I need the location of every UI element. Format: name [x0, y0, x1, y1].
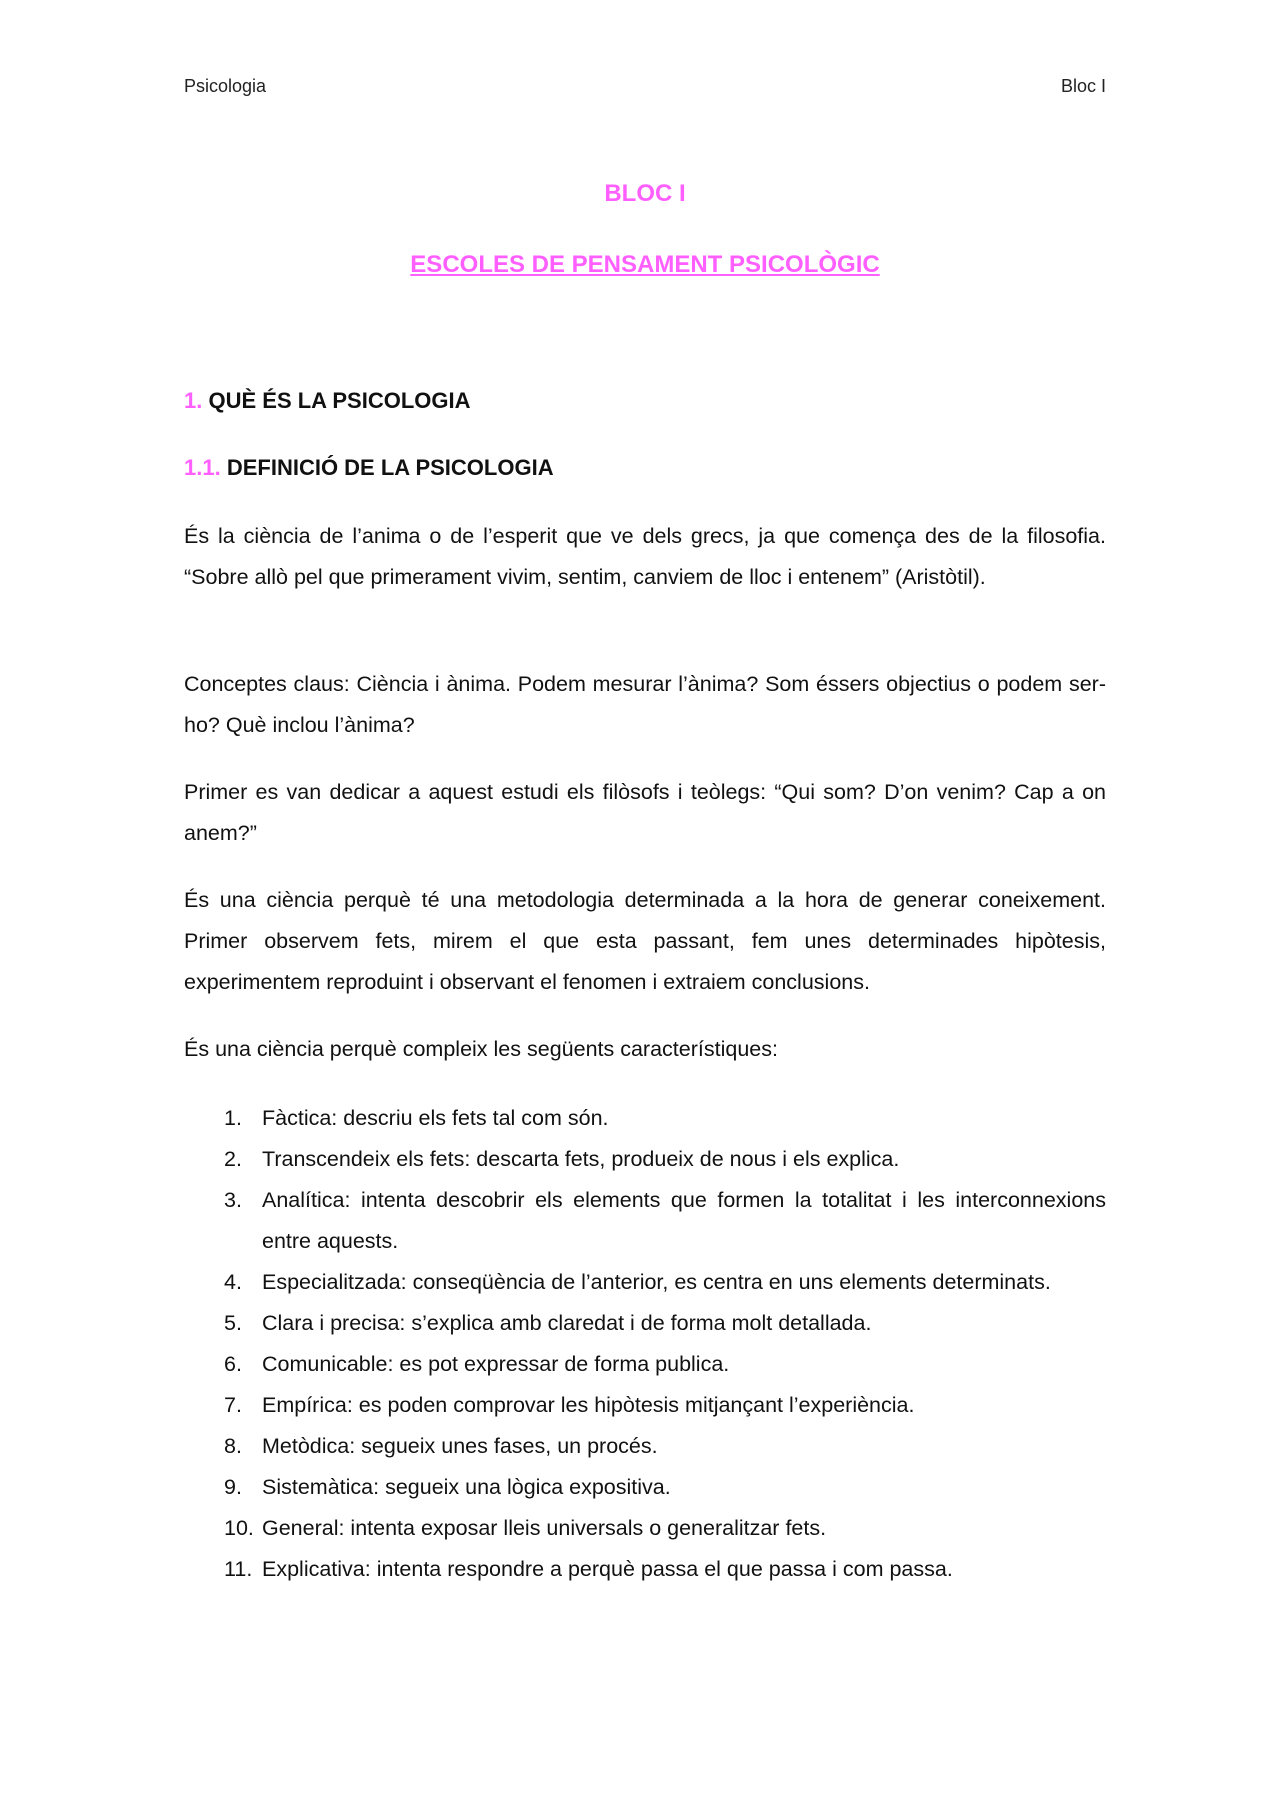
paragraph-methodology: És una ciència perquè té una metodologia determinada a la hora de generar coneixement. Primer observem fets, mirem el que esta passant, fem unes determinades hipòtesis, experimentem reproduint i observant el fenomen i extraiem conclusions. [184, 888, 1106, 994]
list-item-text: Sistemàtica: segueix una lògica expositiva. [262, 1475, 671, 1499]
list-item [224, 1344, 1106, 1385]
list-item [224, 1549, 1106, 1590]
list-item-text: Metòdica: segueix unes fases, un procés. [262, 1434, 658, 1458]
paragraph-characteristics-intro: És una ciència perquè compleix les següents característiques: [184, 1037, 778, 1061]
list-item [224, 1385, 1106, 1426]
list-item-number: 10. [224, 1516, 254, 1540]
list-item-number: 6. [224, 1352, 242, 1376]
list-item-number: 5. [224, 1311, 242, 1335]
list-item-number: 3. [224, 1188, 242, 1212]
list-item [224, 1098, 1106, 1139]
list-item [224, 1139, 1106, 1180]
header-bloc: Bloc I [1060, 76, 1106, 96]
running-header [184, 76, 1106, 100]
list-item-text: Fàctica: descriu els fets tal com són. [262, 1106, 609, 1130]
section-number: 1.1. [184, 455, 221, 480]
section-label: QUÈ ÉS LA PSICOLOGIA [208, 388, 471, 413]
section-label: DEFINICIÓ DE LA PSICOLOGIA [226, 455, 554, 480]
list-item [224, 1303, 1106, 1344]
list-item-text: Comunicable: es pot expressar de forma publica. [262, 1352, 730, 1376]
list-item-number: 7. [224, 1393, 242, 1417]
paragraph-definition: És la ciència de l’anima o de l’esperit que ve dels grecs, ja que comença des de la filosofia. “Sobre allò pel que primerament vivim, sentim, canviem de lloc i entenem” (Aristòtil). [184, 524, 1106, 589]
list-item-number: 4. [224, 1270, 242, 1294]
bloc-subtitle: ESCOLES DE PENSAMENT PSICOLÒGIC [410, 251, 880, 278]
characteristics-list [224, 1098, 1106, 1590]
list-item-text: Explicativa: intenta respondre a perquè passa el que passa i com passa. [262, 1557, 953, 1581]
header-subject: Psicologia [184, 76, 267, 96]
list-item-number: 2. [224, 1147, 242, 1171]
list-item-text: Empírica: es poden comprovar les hipòtesis mitjançant l’experiència. [262, 1393, 915, 1417]
list-item [224, 1180, 1106, 1262]
paragraph-key-concepts: Conceptes claus: Ciència i ànima. Podem mesurar l’ànima? Som éssers objectius o podem ser-ho? Què inclou l’ànima? [184, 672, 1106, 737]
section-heading-1-1 [184, 455, 554, 481]
list-item [224, 1467, 1106, 1508]
list-item-text: Especialitzada: conseqüència de l’anterior, es centra en uns elements determinats. [262, 1270, 1051, 1294]
paragraph-philosophers: Primer es van dedicar a aquest estudi els filòsofs i teòlegs: “Qui som? D’on venim? Cap a on anem?” [184, 780, 1106, 845]
document-page [184, 0, 1106, 1811]
list-item [224, 1262, 1106, 1303]
list-item-text: Analítica: intenta descobrir els elements que formen la totalitat i les interconnexions entre aquests. [262, 1188, 1106, 1253]
list-item-number: 8. [224, 1434, 242, 1458]
list-item-number: 9. [224, 1475, 242, 1499]
list-item-text: Transcendeix els fets: descarta fets, produeix de nous i els explica. [262, 1147, 900, 1171]
section-number: 1. [184, 388, 203, 413]
list-item-text: Clara i precisa: s’explica amb claredat i de forma molt detallada. [262, 1311, 872, 1335]
list-item-text: General: intenta exposar lleis universals o generalitzar fets. [262, 1516, 827, 1540]
section-heading-1 [184, 388, 470, 414]
bloc-title: BLOC I [604, 180, 686, 207]
list-item [224, 1508, 1106, 1549]
list-item-number: 11. [224, 1557, 253, 1581]
list-item-number: 1. [224, 1106, 242, 1130]
list-item [224, 1426, 1106, 1467]
